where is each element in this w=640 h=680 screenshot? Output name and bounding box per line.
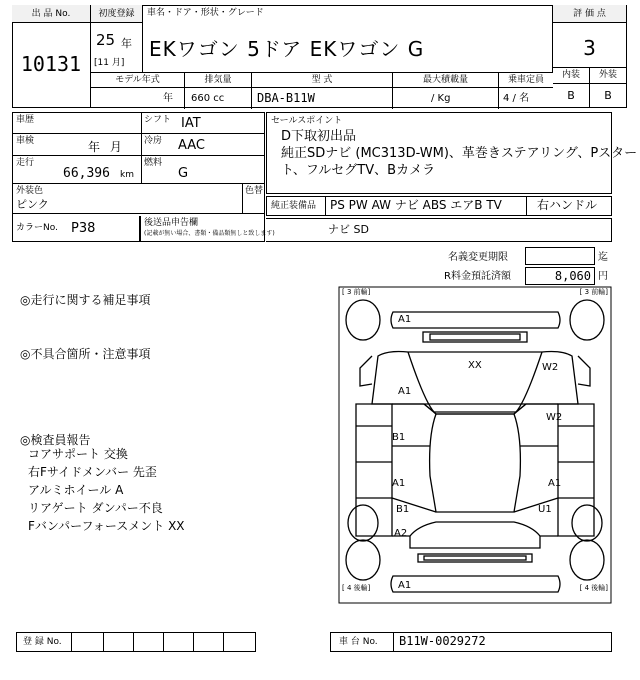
model-year-unit: 年 [163, 93, 173, 104]
code-rear-bumper: A1 [398, 580, 412, 591]
code-right-rear-door: A1 [548, 478, 562, 489]
registration-year: 25 [96, 31, 116, 49]
chassis-number-box [330, 632, 612, 652]
inspector-line-2: 右Fサイドメンバー 先歪 [28, 465, 157, 479]
sales-point-box [266, 112, 638, 194]
color-no-label: カラーNo. [16, 223, 58, 233]
name-change-label: 名義変更期限 [448, 252, 508, 263]
lot-label: 出 品 No. [12, 5, 90, 23]
tire-front-left: [ 3 前輪] [342, 288, 371, 296]
chassis-number-value: B11W-0029272 [399, 634, 486, 648]
recycle-unit: 円 [598, 271, 608, 282]
model-year-label: モデル年式 [115, 75, 160, 85]
car-name: EKワゴン 5ドア EKワゴン G [149, 37, 425, 61]
sales-point-line-2: 純正SDナビ (MC313D-WM)、革巻きステアリング、Pスター [281, 146, 638, 161]
score-label: 評 価 点 [553, 5, 626, 23]
sub-score-box [553, 67, 626, 108]
inspector-line-1: コアサポート 交換 [28, 447, 128, 461]
code-hood: XX [468, 360, 482, 371]
displacement-value: 660 cc [191, 93, 225, 104]
tire-front-right: [ 3 前輪] [579, 288, 608, 296]
displacement-label: 排気量 [204, 75, 232, 85]
registration-number-box [16, 632, 256, 652]
front-left-wheel [346, 300, 380, 340]
recycle-value: 8,060 [554, 269, 591, 283]
shift-label: シフト [144, 115, 172, 125]
interior-label: 内装 [561, 70, 580, 80]
score-box [553, 5, 627, 108]
registration-box [91, 5, 143, 72]
exterior-score: B [604, 89, 612, 102]
ac-label: 冷房 [144, 136, 163, 146]
lot-number: 10131 [20, 52, 82, 76]
name-change-unit: 迄 [598, 252, 608, 263]
ac-value: AAC [178, 138, 205, 153]
code-right-fender: W2 [542, 362, 559, 373]
inspection-label: 車検 [16, 136, 35, 146]
code-right-front-door: W2 [546, 412, 563, 423]
inspector-line-3: アルミホイール A [28, 483, 124, 497]
registration-year-unit: 年 [121, 37, 132, 50]
code-right-quarter: U1 [538, 504, 552, 515]
registration-number-label: 登 録 No. [23, 637, 62, 647]
mileage-label: 走行 [16, 158, 35, 168]
driving-remarks-label: ◎走行に関する補足事項 [20, 293, 151, 307]
standard-equipment-label: 純正装備品 [271, 201, 317, 211]
inspector-line-4: リアゲート ダンパー不良 [28, 501, 163, 515]
history-label: 車歴 [16, 115, 35, 125]
capacity-label: 乗車定員 [507, 75, 544, 85]
fuel-label: 燃料 [144, 158, 163, 168]
lot-box [12, 5, 91, 108]
name-change-box [525, 247, 595, 265]
capacity-value: 4 / 名 [503, 93, 530, 104]
tire-rear-left: [ 4 後輪] [342, 584, 371, 592]
standard-equipment-row [266, 196, 612, 216]
sales-point-label: セールスポイント [271, 116, 343, 126]
recycle-box [525, 267, 595, 285]
code-left-fender: A1 [398, 386, 412, 397]
sales-point-line-1: D下取初出品 [281, 129, 357, 144]
chassis-number-label: 車 台 No. [339, 637, 378, 647]
registration-month: [11 月] [94, 58, 125, 68]
rear-left-wheel [346, 540, 380, 580]
code-front-bumper: A1 [398, 314, 412, 325]
shift-value: IAT [181, 116, 201, 131]
recolor-label: 色替 [245, 186, 264, 196]
registration-label: 初度登録 [91, 5, 142, 23]
color-no-box [12, 216, 140, 242]
car-outline-svg [338, 286, 612, 604]
model-type-value: DBA-B11W [257, 91, 315, 105]
post-equip-label: 後送品申告欄 [144, 218, 199, 228]
inspection-value: 年 月 [88, 140, 122, 154]
color-label: 外装色 [16, 186, 44, 196]
inspector-line-5: Fバンパーフォースメント XX [28, 519, 185, 533]
post-equip-box [140, 216, 275, 242]
post-equip-value: ナビ SD [328, 223, 369, 236]
standard-equipment-value: PS PW AW ナビ ABS エアB TV [330, 198, 502, 212]
fuel-value: G [178, 166, 189, 181]
mileage-value: 66,396 [63, 166, 110, 181]
max-load-label: 最大積載量 [422, 75, 468, 85]
max-load-value: / Kg [431, 93, 451, 104]
color-value: ピンク [16, 198, 49, 211]
recycle-label: R料金預託済額 [444, 271, 511, 282]
score-value: 3 [583, 36, 596, 60]
code-left-rear-quarter: A2 [394, 528, 408, 539]
code-left-quarter: B1 [396, 504, 410, 515]
mileage-unit: km [120, 170, 134, 180]
damage-diagram [338, 286, 612, 604]
inspector-report-label: ◎検査員報告 [20, 433, 91, 447]
spec-row [91, 72, 553, 108]
code-left-front-door: B1 [392, 432, 406, 443]
defect-remarks-label: ◎不具合箇所・注意事項 [20, 347, 151, 361]
post-equip-note: (記載が無い場合、書類・備品類無しと致します) [144, 230, 275, 237]
color-no-value: P38 [71, 221, 96, 236]
sales-point-line-3: ト、フルセグTV、Bカメラ [281, 163, 436, 178]
rear-right-wheel [570, 540, 604, 580]
model-type-label: 型 式 [311, 75, 333, 85]
exterior-label: 外装 [598, 70, 617, 80]
post-equip-value-box [266, 218, 612, 242]
car-name-box [143, 5, 553, 72]
tire-rear-right: [ 4 後輪] [579, 584, 608, 592]
car-name-label: 車名・ドア・形状・グレード [147, 8, 264, 18]
front-right-wheel [570, 300, 604, 340]
code-left-rear-door: A1 [392, 478, 406, 489]
interior-score: B [567, 89, 575, 102]
steering-value: 右ハンドル [537, 198, 598, 212]
